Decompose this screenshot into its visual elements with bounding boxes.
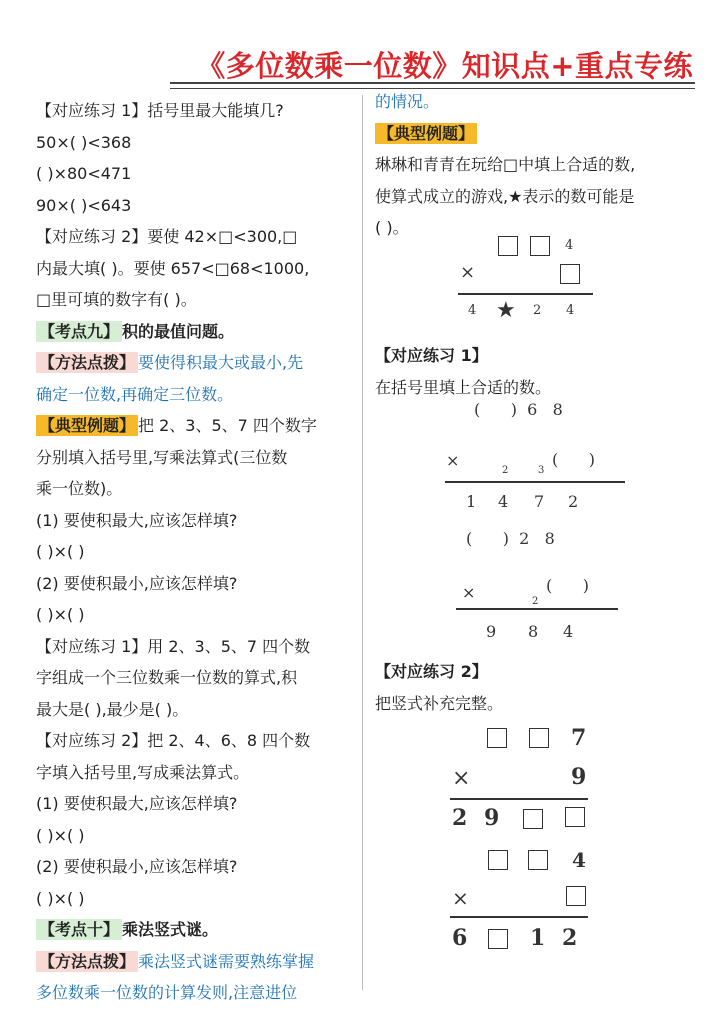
- exercise-2-line1: 【对应练习 2】要使 42×□<300,□: [36, 227, 298, 246]
- exercise-3-line2: 字组成一个三位数乘一位数的算式,积: [36, 668, 298, 687]
- answer-2: ( )×( ): [36, 605, 85, 624]
- exercise-2-line3: □里可填的数字有( )。: [36, 290, 197, 309]
- digit: 4: [563, 622, 574, 641]
- method-10-text1: 乘法竖式谜需要熟练掌握: [138, 951, 315, 971]
- practice-2-heading: [375, 656, 503, 719]
- exercise-1-heading: 【对应练习 1】括号里最大能填几?: [36, 101, 284, 120]
- blank-box: [523, 809, 543, 829]
- answer-3: ( )×( ): [36, 825, 85, 845]
- star-icon: ★: [496, 298, 516, 323]
- method-9-line1: [36, 347, 356, 379]
- example-line2: 分别填入括号里,写乘法算式(三位数: [36, 447, 288, 467]
- top-row: ( ) 6 8: [474, 400, 563, 419]
- top-row: ( ) 2 8: [466, 529, 555, 548]
- exercise-1-a: 50×( )<368: [36, 132, 132, 152]
- digit: 4: [468, 303, 477, 318]
- answer-4: ( )×( ): [36, 888, 85, 908]
- left-column: [36, 95, 356, 1009]
- practice-1-heading: [375, 340, 551, 403]
- right-example-tag: 【典型例题】: [375, 123, 477, 144]
- digit: 2: [452, 805, 468, 831]
- blank-box: [487, 728, 507, 748]
- method-10-line2: 多位数乘一位数的计算发则,注意进位: [36, 983, 298, 1002]
- blank-box: [530, 236, 550, 256]
- times-sign: ×: [446, 451, 460, 470]
- topic-10-tag: 【考点十】: [36, 919, 122, 940]
- topic-10-text: 乘法竖式谜。: [122, 920, 219, 939]
- right-example-line2: 使算式成立的游戏,★表示的数可能是: [375, 186, 635, 206]
- blank-box: [529, 728, 549, 748]
- exercise-3-line1: 【对应练习 1】用 2、3、5、7 四个数: [36, 636, 311, 656]
- topic-9-text: 积的最值问题。: [122, 321, 235, 341]
- right-example-line3: ( )。: [375, 218, 409, 237]
- digit: 9: [484, 805, 500, 831]
- exercise-1-b: ( )×80<471: [36, 164, 132, 183]
- rule: [450, 916, 588, 918]
- method-10-continued: 的情况。: [375, 92, 440, 111]
- answer-1: ( )×( ): [36, 542, 85, 561]
- example-line3: 乘一位数)。: [36, 479, 123, 498]
- practice-2-text: 把竖式补充完整。: [375, 693, 504, 713]
- blank-box: [528, 850, 548, 870]
- times-sign: ×: [452, 766, 471, 791]
- digit: 9: [486, 622, 497, 641]
- digit: 4: [565, 238, 574, 253]
- carry-digit: 2: [502, 465, 509, 476]
- digit: 1: [466, 492, 477, 511]
- topic-9-tag: 【考点九】: [36, 321, 122, 342]
- blank-box: [498, 236, 518, 256]
- practice-2-title: 【对应练习 2】: [375, 662, 488, 681]
- blank-paren: ( ): [546, 576, 589, 595]
- digit: 1: [530, 925, 546, 951]
- exercise-2-line2: 内最大填( )。要使 657<□68<1000,: [36, 258, 310, 278]
- rule: [445, 481, 625, 483]
- blank-paren: ( ): [552, 450, 595, 469]
- exercise-4-line2: 字填入括号里,写成乘法算式。: [36, 762, 250, 782]
- digit: 4: [572, 848, 586, 872]
- blank-box: [566, 886, 586, 906]
- question-2: (2) 要使积最小,应该怎样填?: [36, 573, 238, 593]
- digit: 2: [533, 303, 542, 318]
- topic-9: [36, 316, 356, 348]
- method-9-tag: 【方法点拨】: [36, 352, 138, 373]
- right-example-line1: 琳琳和青青在玩给□中填上合适的数,: [375, 155, 636, 174]
- rule: [458, 293, 593, 295]
- times-sign: ×: [462, 583, 476, 602]
- question-3: (1) 要使积最大,应该怎样填?: [36, 794, 238, 813]
- blank-box: [488, 850, 508, 870]
- example-tag: 【典型例题】: [36, 415, 138, 436]
- right-column: [375, 86, 700, 244]
- digit: 4: [566, 303, 575, 318]
- times-sign: ×: [452, 886, 469, 910]
- question-4: (2) 要使积最小,应该怎样填?: [36, 857, 238, 876]
- digit: 7: [534, 492, 545, 511]
- exercise-1-c: 90×( )<643: [36, 195, 132, 215]
- topic-10: [36, 914, 356, 946]
- practice-1-title: 【对应练习 1】: [375, 346, 488, 365]
- question-1: (1) 要使积最大,应该怎样填?: [36, 510, 238, 530]
- method-9-line2: 确定一位数,再确定三位数。: [36, 384, 234, 404]
- digit: 9: [571, 764, 587, 790]
- blank-box: [565, 807, 585, 827]
- blank-box: [488, 929, 508, 949]
- digit: 2: [562, 925, 578, 951]
- example-text1: 把 2、3、5、7 四个数字: [138, 416, 317, 435]
- method-10-line1: [36, 946, 356, 978]
- column-divider: [362, 95, 363, 990]
- method-10-tag: 【方法点拨】: [36, 951, 138, 972]
- digit: 4: [498, 492, 509, 511]
- exercise-3-line3: 最大是( ),最少是( )。: [36, 699, 189, 719]
- exercise-4-line1: 【对应练习 2】把 2、4、6、8 四个数: [36, 731, 311, 750]
- page-title: 《多位数乘一位数》知识点+重点专练: [196, 49, 693, 83]
- carry-digit: 3: [538, 465, 545, 476]
- practice-1-text: 在括号里填上合适的数。: [375, 377, 552, 397]
- digit: 8: [528, 622, 539, 641]
- times-sign: ×: [460, 262, 476, 283]
- method-9-text1: 要使得积最大或最小,先: [138, 353, 304, 372]
- digit: 2: [568, 492, 579, 511]
- digit: 7: [571, 725, 587, 751]
- rule: [456, 608, 618, 610]
- blank-box: [560, 264, 580, 284]
- digit: 6: [452, 925, 468, 951]
- right-example-tag-line: [375, 118, 700, 150]
- rule: [450, 798, 588, 800]
- carry-digit: 2: [532, 596, 539, 607]
- example-line1: [36, 410, 356, 442]
